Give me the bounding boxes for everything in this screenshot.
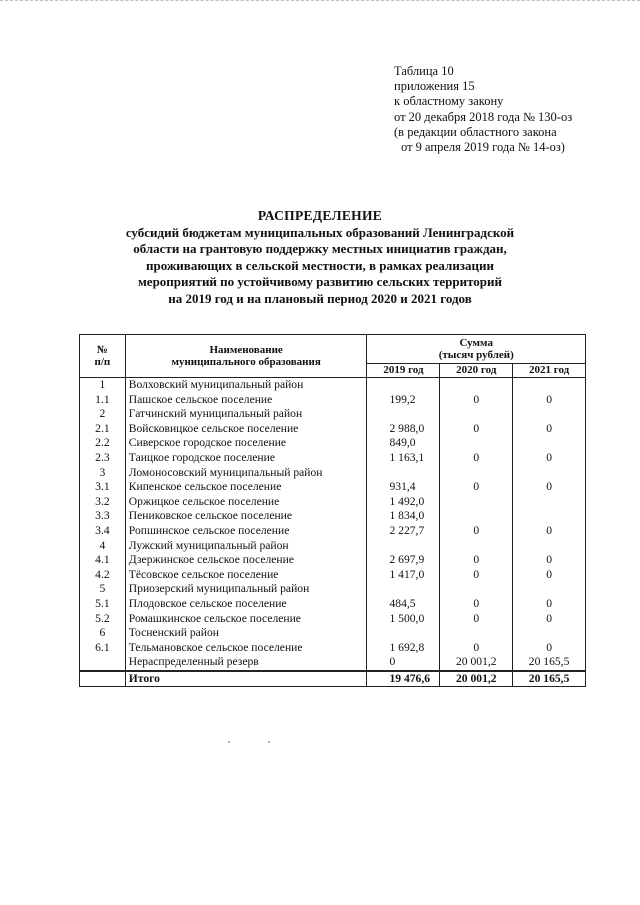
document-title <box>90 208 550 307</box>
row-value-2019 <box>367 378 440 393</box>
row-value-2021 <box>513 626 586 641</box>
total-2019: 19 476,6 <box>367 671 440 687</box>
row-value-2021 <box>513 407 586 422</box>
row-value-2020: 0 <box>440 553 513 568</box>
row-number: 3.2 <box>80 495 126 510</box>
row-value-2019: 849,0 <box>367 436 440 451</box>
table-row <box>80 393 586 408</box>
row-value-2020 <box>440 407 513 422</box>
row-value-2021: 0 <box>513 480 586 495</box>
total-number-cell <box>80 671 126 687</box>
table-row <box>80 597 586 612</box>
row-value-2019: 1 692,8 <box>367 641 440 656</box>
row-value-2020 <box>440 582 513 597</box>
row-municipality: Волховский муниципальный район <box>125 378 367 393</box>
row-value-2019 <box>367 626 440 641</box>
row-municipality: Плодовское сельское поселение <box>125 597 367 612</box>
annex-edition-date: от 9 апреля 2019 года № 14-оз) <box>401 140 565 155</box>
header-year-2021: 2021 год <box>513 364 586 378</box>
row-value-2020: 0 <box>440 422 513 437</box>
annex-reference <box>394 64 624 155</box>
annex-law: к областному закону <box>394 94 504 109</box>
row-value-2019: 1 834,0 <box>367 509 440 524</box>
row-number <box>80 655 126 671</box>
header-name: Наименование муниципального образования <box>125 335 367 378</box>
row-number: 4.1 <box>80 553 126 568</box>
scan-speck <box>268 741 270 743</box>
row-value-2019 <box>367 407 440 422</box>
title-line-4: мероприятий по устойчивому развитию сельских территорий <box>137 274 503 289</box>
row-number: 6.1 <box>80 641 126 656</box>
row-number: 5 <box>80 582 126 597</box>
title-line-2: области на грантовую поддержку местных инициатив граждан, <box>133 241 507 256</box>
row-value-2020 <box>440 509 513 524</box>
row-value-2020: 0 <box>440 480 513 495</box>
row-municipality: Тосненский район <box>125 626 367 641</box>
table-row <box>80 655 586 671</box>
row-value-2019: 1 417,0 <box>367 568 440 583</box>
row-municipality: Дзержинское сельское поселение <box>125 553 367 568</box>
table-row <box>80 466 586 481</box>
table-row <box>80 612 586 627</box>
row-municipality: Нераспределенный резерв <box>125 655 367 671</box>
row-number: 6 <box>80 626 126 641</box>
table-row <box>80 568 586 583</box>
row-value-2019: 199,2 <box>367 393 440 408</box>
title-line-1: субсидий бюджетам муниципальных образований Ленинградской <box>125 224 515 240</box>
row-value-2020: 0 <box>440 612 513 627</box>
title-main: РАСПРЕДЕЛЕНИЕ <box>257 208 383 223</box>
table-row <box>80 378 586 393</box>
row-number: 3.3 <box>80 509 126 524</box>
row-municipality: Сиверское городское поселение <box>125 436 367 451</box>
row-municipality: Пениковское сельское поселение <box>125 509 367 524</box>
scan-speck <box>228 741 230 743</box>
table-body <box>80 378 586 687</box>
row-municipality: Оржицкое сельское поселение <box>125 495 367 510</box>
row-municipality: Тёсовское сельское поселение <box>125 568 367 583</box>
row-municipality: Ромашкинское сельское поселение <box>125 612 367 627</box>
row-value-2019: 2 227,7 <box>367 524 440 539</box>
title-line-5: на 2019 год и на плановый период 2020 и 2021 годов <box>168 290 472 306</box>
row-value-2019 <box>367 582 440 597</box>
row-municipality: Ломоносовский муниципальный район <box>125 466 367 481</box>
table-row <box>80 480 586 495</box>
row-value-2020: 0 <box>440 597 513 612</box>
annex-appendix: приложения 15 <box>394 79 475 94</box>
distribution-table <box>79 334 586 687</box>
row-municipality: Кипенское сельское поселение <box>125 480 367 495</box>
row-value-2019 <box>367 466 440 481</box>
row-number: 5.1 <box>80 597 126 612</box>
annex-law-date: от 20 декабря 2018 года № 130-оз <box>394 109 573 124</box>
row-value-2021: 20 165,5 <box>513 655 586 671</box>
header-year-2019: 2019 год <box>367 364 440 378</box>
row-value-2020: 20 001,2 <box>440 655 513 671</box>
row-value-2021: 0 <box>513 422 586 437</box>
row-value-2021: 0 <box>513 524 586 539</box>
row-number: 3.4 <box>80 524 126 539</box>
annex-table-number: Таблица 10 <box>394 64 454 78</box>
total-2021: 20 165,5 <box>513 671 586 687</box>
row-municipality: Ропшинское сельское поселение <box>125 524 367 539</box>
row-value-2021 <box>513 509 586 524</box>
row-value-2020 <box>440 539 513 554</box>
table-row <box>80 436 586 451</box>
row-value-2020: 0 <box>440 641 513 656</box>
row-value-2021 <box>513 582 586 597</box>
row-value-2019: 2 988,0 <box>367 422 440 437</box>
row-number: 2.3 <box>80 451 126 466</box>
row-number: 2 <box>80 407 126 422</box>
row-value-2021: 0 <box>513 612 586 627</box>
scan-edge-artifact <box>0 0 640 5</box>
row-value-2020 <box>440 378 513 393</box>
row-value-2021: 0 <box>513 641 586 656</box>
row-number: 2.2 <box>80 436 126 451</box>
row-number: 4.2 <box>80 568 126 583</box>
row-value-2020: 0 <box>440 568 513 583</box>
row-number: 5.2 <box>80 612 126 627</box>
header-number: № п/п <box>80 335 126 378</box>
row-value-2019: 2 697,9 <box>367 553 440 568</box>
row-value-2019: 484,5 <box>367 597 440 612</box>
row-municipality: Лужский муниципальный район <box>125 539 367 554</box>
table-row <box>80 509 586 524</box>
row-number: 4 <box>80 539 126 554</box>
total-label: Итого <box>125 671 367 687</box>
row-number: 3.1 <box>80 480 126 495</box>
table-row <box>80 582 586 597</box>
row-municipality: Гатчинский муниципальный район <box>125 407 367 422</box>
row-municipality: Приозерский муниципальный район <box>125 582 367 597</box>
row-value-2020: 0 <box>440 393 513 408</box>
row-value-2021 <box>513 539 586 554</box>
title-line-3: проживающих в сельской местности, в рамках реализации <box>145 257 495 273</box>
table-row <box>80 407 586 422</box>
row-value-2020 <box>440 495 513 510</box>
header-year-2020: 2020 год <box>440 364 513 378</box>
row-value-2021: 0 <box>513 451 586 466</box>
table-row <box>80 539 586 554</box>
row-value-2021 <box>513 436 586 451</box>
row-value-2020 <box>440 626 513 641</box>
table-row <box>80 495 586 510</box>
row-value-2020: 0 <box>440 451 513 466</box>
row-value-2021: 0 <box>513 553 586 568</box>
row-municipality: Войсковицкое сельское поселение <box>125 422 367 437</box>
row-municipality: Пашское сельское поселение <box>125 393 367 408</box>
row-value-2019 <box>367 539 440 554</box>
table-row <box>80 524 586 539</box>
annex-edition: (в редакции областного закона <box>394 124 557 139</box>
row-value-2019: 1 492,0 <box>367 495 440 510</box>
row-value-2019: 1 163,1 <box>367 451 440 466</box>
row-value-2021 <box>513 466 586 481</box>
row-value-2021 <box>513 495 586 510</box>
table-row <box>80 553 586 568</box>
header-sum: Сумма (тысяч рублей) <box>367 335 586 364</box>
row-municipality: Тельмановское сельское поселение <box>125 641 367 656</box>
table-row <box>80 641 586 656</box>
table-row <box>80 451 586 466</box>
total-2020: 20 001,2 <box>440 671 513 687</box>
row-value-2019: 0 <box>367 655 440 671</box>
row-value-2021 <box>513 378 586 393</box>
row-value-2021: 0 <box>513 568 586 583</box>
row-value-2020 <box>440 466 513 481</box>
table-row <box>80 422 586 437</box>
row-value-2019: 1 500,0 <box>367 612 440 627</box>
row-value-2020 <box>440 436 513 451</box>
row-value-2020: 0 <box>440 524 513 539</box>
total-row <box>80 671 586 687</box>
row-value-2021: 0 <box>513 597 586 612</box>
table-row <box>80 626 586 641</box>
row-number: 1.1 <box>80 393 126 408</box>
row-number: 1 <box>80 378 126 393</box>
row-municipality: Таицкое городское поселение <box>125 451 367 466</box>
row-value-2021: 0 <box>513 393 586 408</box>
row-number: 2.1 <box>80 422 126 437</box>
row-value-2019: 931,4 <box>367 480 440 495</box>
row-number: 3 <box>80 466 126 481</box>
